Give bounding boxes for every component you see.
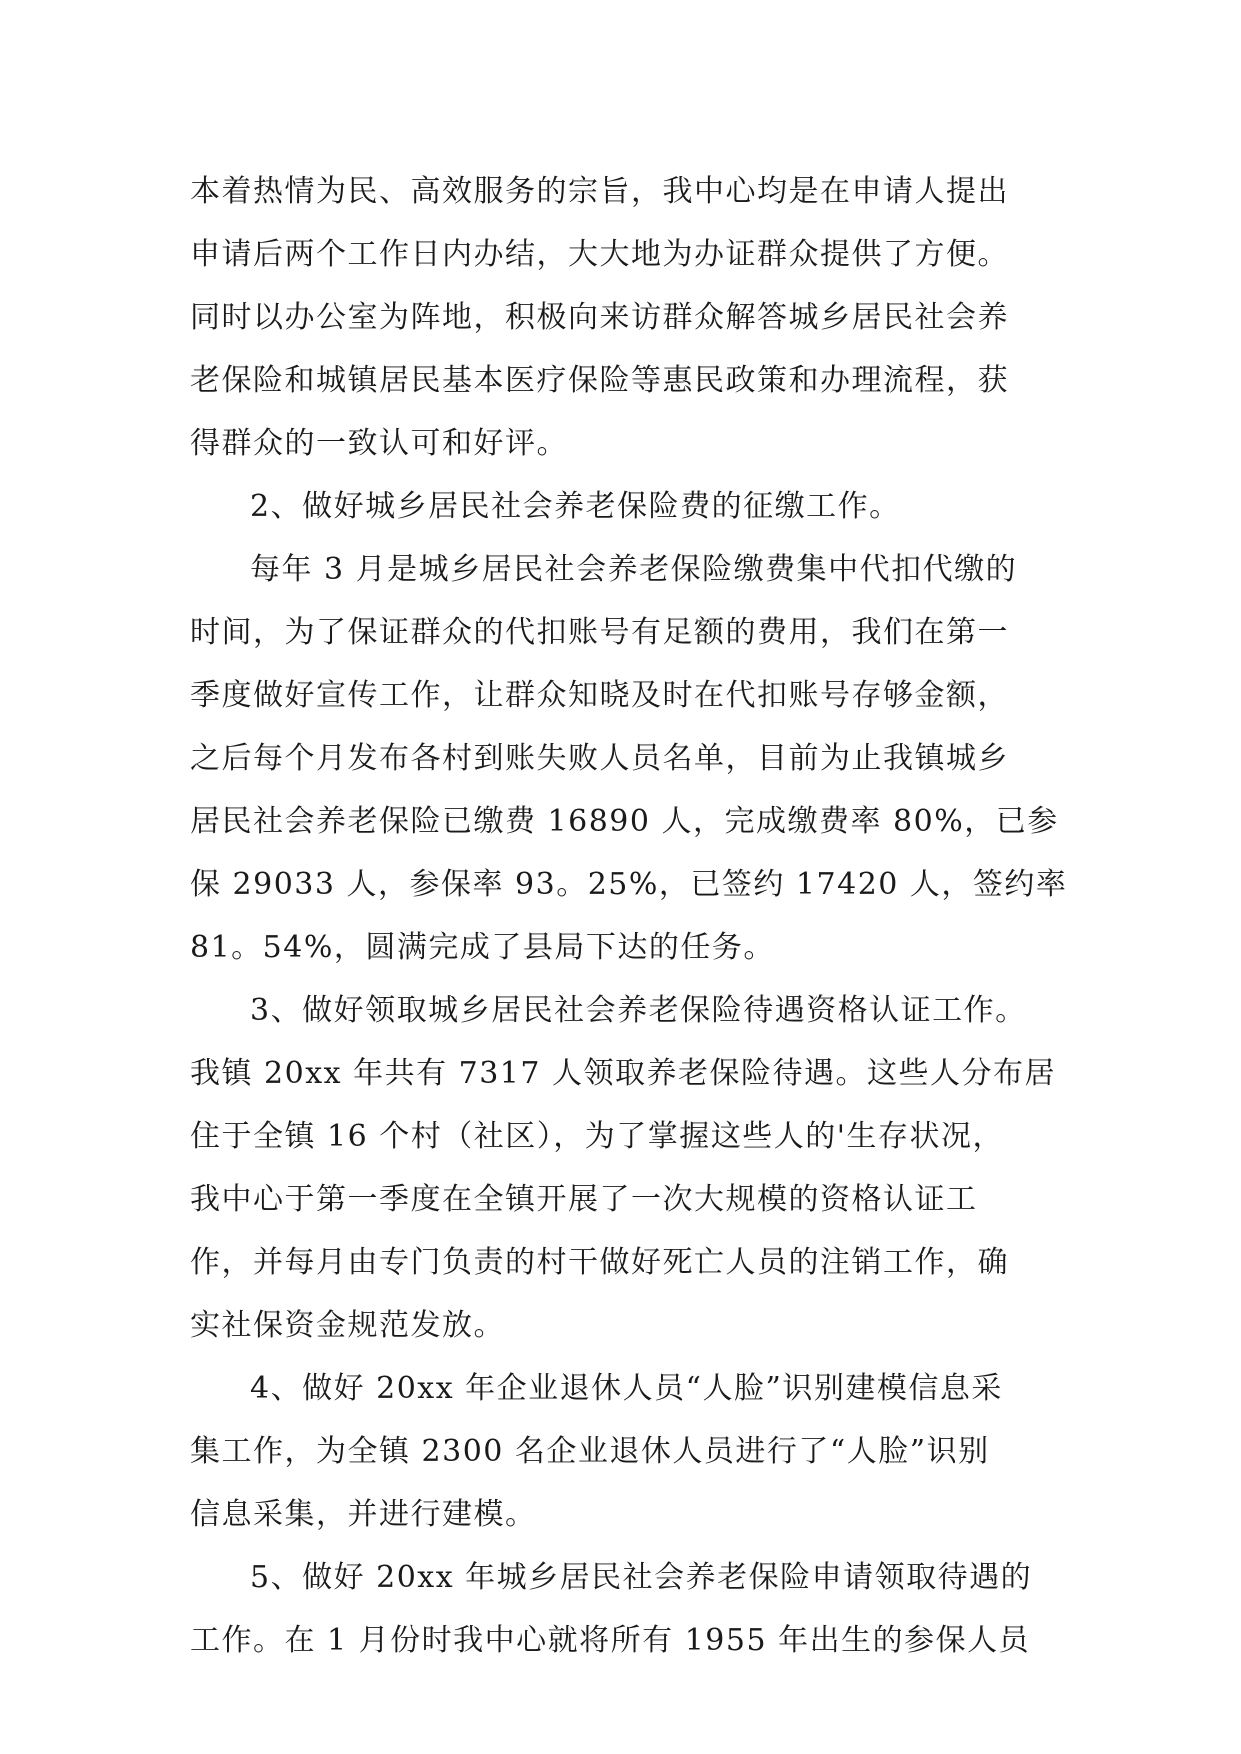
paragraph-line: 我中心于第一季度在全镇开展了一次大规模的资格认证工 (190, 1182, 978, 1217)
paragraph-line: 得群众的一致认可和好评。 (190, 426, 568, 461)
paragraph-first-line: 每年 3 月是城乡居民社会养老保险缴费集中代扣代缴的 (250, 552, 1018, 587)
paragraph-line: 工作。在 1 月份时我中心就将所有 1955 年出生的参保人员 (190, 1623, 1031, 1658)
paragraph-line: 申请后两个工作日内办结，大大地为办证群众提供了方便。 (190, 237, 1009, 272)
paragraph-first-line: 2、做好城乡居民社会养老保险费的征缴工作。 (250, 489, 901, 524)
paragraph-line: 信息采集，并进行建模。 (190, 1497, 537, 1532)
paragraph-line: 集工作，为全镇 2300 名企业退休人员进行了“人脸”识别 (190, 1434, 990, 1469)
paragraph-line: 居民社会养老保险已缴费 16890 人，完成缴费率 80%，已参 (190, 804, 1059, 839)
paragraph-line: 作，并每月由专门负责的村干做好死亡人员的注销工作，确 (190, 1245, 1009, 1280)
paragraph-first-line: 4、做好 20xx 年企业退休人员“人脸”识别建模信息采 (250, 1371, 1003, 1406)
document-body (190, 160, 1070, 1672)
paragraph-line: 老保险和城镇居民基本医疗保险等惠民政策和办理流程，获 (190, 363, 1009, 398)
paragraph-line: 81。54%，圆满完成了县局下达的任务。 (190, 930, 775, 965)
paragraph-line: 我镇 20xx 年共有 7317 人领取养老保险待遇。这些人分布居 (190, 1056, 1057, 1091)
paragraph-line: 季度做好宣传工作，让群众知晓及时在代扣账号存够金额， (190, 678, 1009, 713)
paragraph-line: 之后每个月发布各村到账失败人员名单，目前为止我镇城乡 (190, 741, 1009, 776)
paragraph-line: 实社保资金规范发放。 (190, 1308, 505, 1343)
paragraph-line: 本着热情为民、高效服务的宗旨，我中心均是在申请人提出 (190, 174, 1009, 209)
paragraph-line: 同时以办公室为阵地，积极向来访群众解答城乡居民社会养 (190, 300, 1009, 335)
paragraph-line: 时间，为了保证群众的代扣账号有足额的费用，我们在第一 (190, 615, 1009, 650)
paragraph-line: 保 29033 人，参保率 93。25%，已签约 17420 人，签约率 (190, 867, 1068, 902)
paragraph-line: 住于全镇 16 个村（社区），为了掌握这些人的'生存状况， (190, 1119, 1004, 1154)
paragraph-first-line: 5、做好 20xx 年城乡居民社会养老保险申请领取待遇的 (250, 1560, 1033, 1595)
paragraph-first-line: 3、做好领取城乡居民社会养老保险待遇资格认证工作。 (250, 993, 1027, 1028)
